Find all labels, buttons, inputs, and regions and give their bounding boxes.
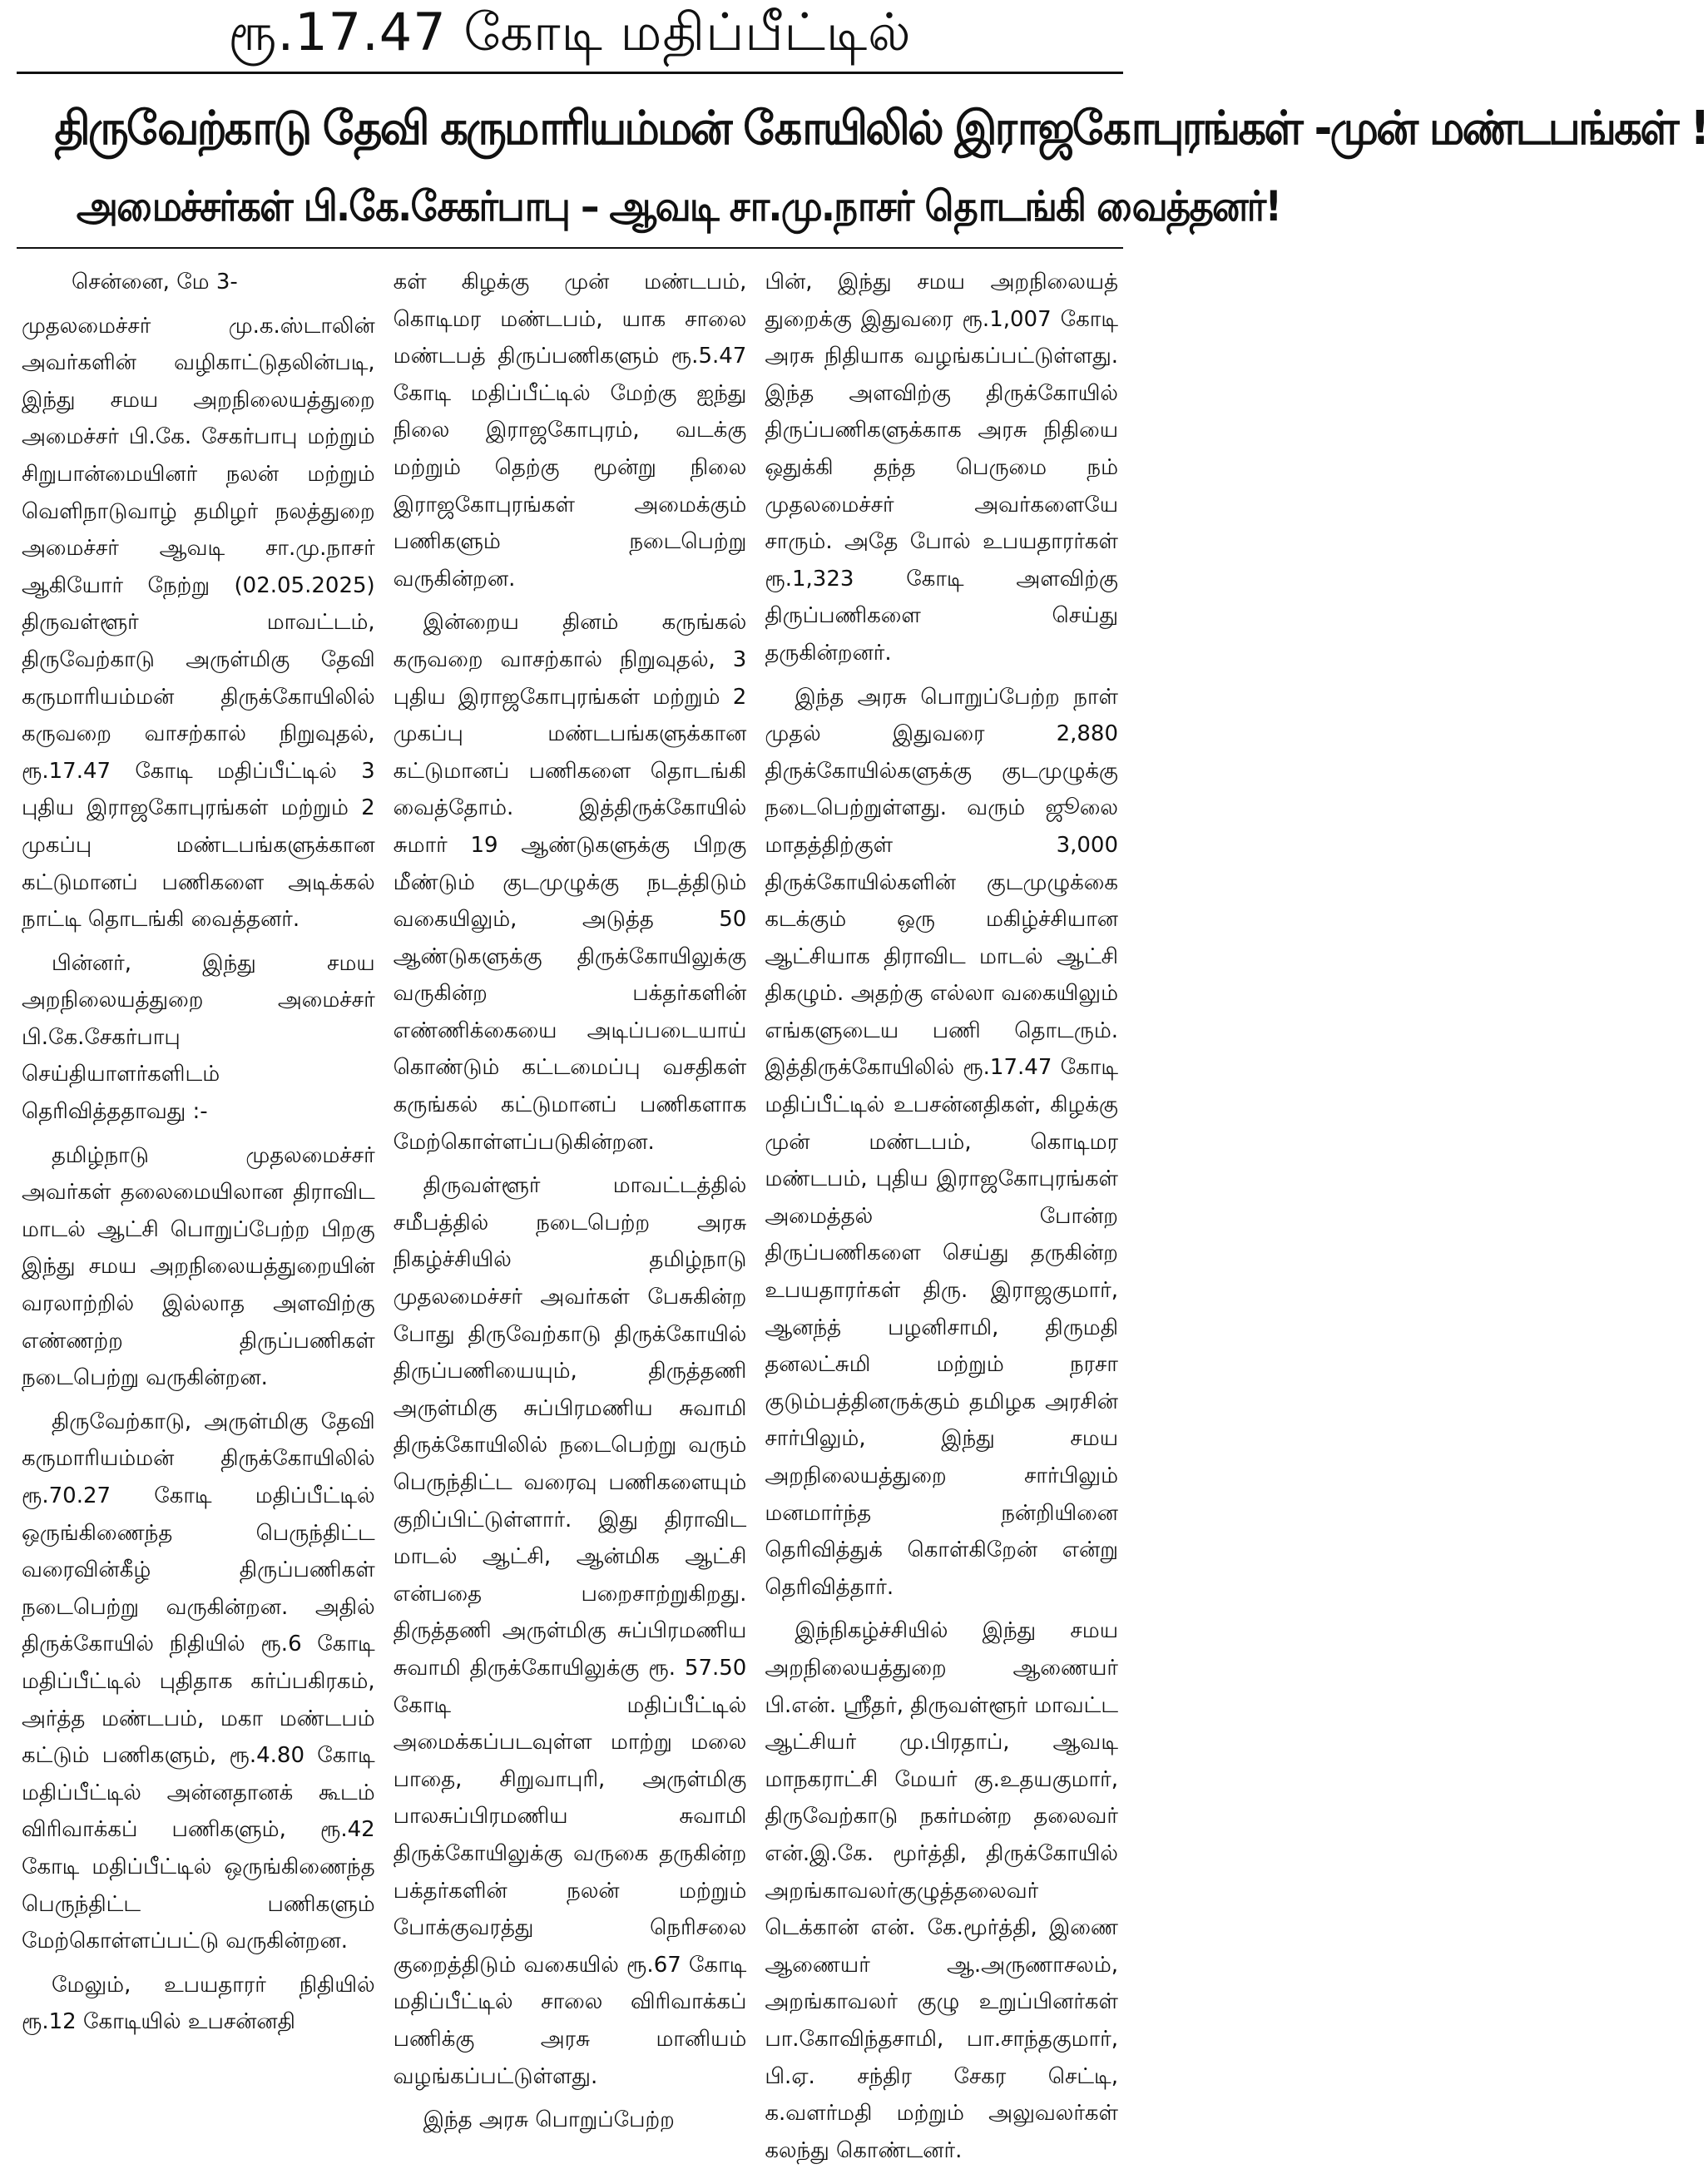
article-paragraph: இந்த அரசு பொறுப்பேற்ற — [423, 2107, 675, 2133]
kicker-text: ரூ.17.47 கோடி மதிப்பீட்டில் — [228, 2, 912, 62]
article-paragraph: தமிழ்நாடு முதலமைச்சர் அவர்கள் தலைமையிலான திராவிட மாடல் ஆட்சி பொறுப்பேற்ற பிறகு இந்து சமய அறநிலையத்துறையின் வரலாற்றில் இல்லாத அளவிற்கு எண்ணற்ற திருப்பணிகள் நடைபெற்று வருகின்றன. — [22, 1142, 375, 1391]
kicker-banner — [17, 0, 1123, 74]
header-rule — [17, 247, 1123, 249]
article-paragraph: முதலமைச்சர் மு.க.ஸ்டாலின் அவர்களின் வழிகாட்டுதலின்படி, இந்து சமய அறநிலையத்துறை அமைச்சர் பி.கே. சேகர்பாபு மற்றும் சிறுபான்மையினர் நலன் மற்றும் வெளிநாடுவாழ் தமிழர் நலத்துறை அமைச்சர் ஆவடி சா.மு.நாசர் ஆகியோர் நேற்று (02.05.2025) திருவள்ளூர் மாவட்டம், திருவேற்காடு அருள்மிகு தேவி கருமாரியம்மன் திருக்கோயிலில் கருவறை வாசற்கால் நிறுவுதல், ரூ.17.47 கோடி மதிப்பீட்டில் 3 புதிய இராஜகோபுரங்கள் மற்றும் 2 முகப்பு மண்டபங்களுக்கான கட்டுமானப் பணிகளை அடிக்கல் நாட்டி தொடங்கி வைத்தனர். — [22, 313, 375, 933]
article-column-1 — [22, 264, 375, 2102]
article-paragraph: கள் கிழக்கு முன் மண்டபம், கொடிமர மண்டபம், யாக சாலை மண்டபத் திருப்பணிகளும் ரூ.5.47 கோடி மதிப்பீட்டில் மேற்கு ஐந்து நிலை இராஜகோபுரம், வடக்கு மற்றும் தெற்கு மூன்று நிலை இராஜகோபுரங்கள் அமைக்கும் பணிகளும் நடைபெற்று வருகின்றன. — [393, 270, 747, 592]
headline: திருவேற்காடு தேவி கருமாரியம்மன் கோயிலில் இராஜகோபுரங்கள் -முன் மண்டபங்கள் ! — [54, 102, 1708, 156]
article-paragraph: பின், இந்து சமய அறநிலையத் துறைக்கு இதுவரை ரூ.1,007 கோடி அரசு நிதியாக வழங்கப்பட்டுள்ளது. இந்த அளவிற்கு திருக்கோயில் திருப்பணிகளுக்காக அரசு நிதியை ஒதுக்கி தந்த பெருமை நம் முதலமைச்சர் அவர்களையே சாரும். அதே போல் உபயதாரர்கள் ரூ.1,323 கோடி அளவிற்கு திருப்பணிகளை செய்து தருகின்றனர். — [765, 270, 1119, 666]
article-paragraph: பின்னர், இந்து சமய அறநிலையத்துறை அமைச்சர் பி.கே.சேகர்பாபு செய்தியாளர்களிடம் தெரிவித்ததாவது :- — [22, 950, 375, 1125]
dateline: சென்னை, மே 3- — [72, 270, 238, 295]
subheadline: அமைச்சர்கள் பி.கே.சேகர்பாபு – ஆவடி சா.மு.நாசர் தொடங்கி வைத்தனர்! — [76, 182, 1281, 230]
article-paragraph: திருவேற்காடு, அருள்மிகு தேவி கருமாரியம்மன் திருக்கோயிலில் ரூ.70.27 கோடி மதிப்பீட்டில் ஒருங்கிணைந்த பெருந்திட்ட வரைவின்கீழ் திருப்பணிகள் நடைபெற்று வருகின்றன. அதில் திருக்கோயில் நிதியில் ரூ.6 கோடி மதிப்பீட்டில் புதிதாக கர்ப்பகிரகம், அர்த்த மண்டபம், மகா மண்டபம் கட்டும் பணிகளும், ரூ.4.80 கோடி மதிப்பீட்டில் அன்னதானக் கூடம் விரிவாக்கப் பணிகளும், ரூ.42 கோடி மதிப்பீட்டில் ஒருங்கிணைந்த பெருந்திட்ட பணிகளும் மேற்கொள்ளப்பட்டு வருகின்றன. — [22, 1409, 375, 1954]
article-paragraph: மேலும், உபயதாரர் நிதியில் ரூ.12 கோடியில் உபசன்னதி — [22, 1972, 375, 2035]
article-column-3 — [765, 264, 1119, 2163]
article-column-2 — [393, 264, 747, 2133]
article-paragraph: இன்றைய தினம் கருங்கல் கருவறை வாசற்கால் நிறுவுதல், 3 புதிய இராஜகோபுரங்கள் மற்றும் 2 முகப்பு மண்டபங்களுக்கான கட்டுமானப் பணிகளை தொடங்கி வைத்தோம். இத்திருக்கோயில் சுமார் 19 ஆண்டுகளுக்கு பிறகு மீண்டும் குடமுழுக்கு நடத்திடும் வகையிலும், அடுத்த 50 ஆண்டுகளுக்கு திருக்கோயிலுக்கு வருகின்ற பக்தர்களின் எண்ணிக்கையை அடிப்படையாய் கொண்டும் கட்டமைப்பு வசதிகள் கருங்கல் கட்டுமானப் பணிகளாக மேற்கொள்ளப்படுகின்றன. — [393, 610, 747, 1155]
article-paragraph: இந்த அரசு பொறுப்பேற்ற நாள் முதல் இதுவரை 2,880 திருக்கோயில்களுக்கு குடமுழுக்கு நடைபெற்றுள்ளது. வரும் ஜூலை மாதத்திற்குள் 3,000 திருக்கோயில்களின் குடமுழுக்கை கடக்கும் ஒரு மகிழ்ச்சியான ஆட்சியாக திராவிட மாடல் ஆட்சி திகழும். அதற்கு எல்லா வகையிலும் எங்களுடைய பணி தொடரும். இத்திருக்கோயிலில் ரூ.17.47 கோடி மதிப்பீட்டில் உபசன்னதிகள், கிழக்கு முன் மண்டபம், கொடிமர மண்டபம், புதிய இராஜகோபுரங்கள் அமைத்தல் போன்ற திருப்பணிகளை செய்து தருகின்ற உபயதாரர்கள் திரு. இராஜகுமார், ஆனந்த் பழனிசாமி, திருமதி தனலட்சுமி மற்றும் நரசா குடும்பத்தினருக்கும் தமிழக அரசின் சார்பிலும், இந்து சமய அறநிலையத்துறை சார்பிலும் மனமார்ந்த நன்றியினை தெரிவித்துக் கொள்கிறேன் என்று தெரிவித்தார். — [765, 684, 1119, 1600]
article-body — [22, 264, 1119, 2163]
article-paragraph: திருவள்ளூர் மாவட்டத்தில் சமீபத்தில் நடைபெற்ற அரசு நிகழ்ச்சியில் தமிழ்நாடு முதலமைச்சர் அவர்கள் பேசுகின்ற போது திருவேற்காடு திருக்கோயில் திருப்பணியையும், திருத்தணி அருள்மிகு சுப்பிரமணிய சுவாமி திருக்கோயிலில் நடைபெற்று வரும் பெருந்திட்ட வரைவு பணிகளையும் குறிப்பிட்டுள்ளார். இது திராவிட மாடல் ஆட்சி, ஆன்மிக ஆட்சி என்பதை பறைசாற்றுகிறது. திருத்தணி அருள்மிகு சுப்பிரமணிய சுவாமி திருக்கோயிலுக்கு ரூ. 57.50 கோடி மதிப்பீட்டில் அமைக்கப்படவுள்ள மாற்று மலை பாதை, சிறுவாபுரி, அருள்மிகு பாலசுப்பிரமணிய சுவாமி திருக்கோயிலுக்கு வருகை தருகின்ற பக்தர்களின் நலன் மற்றும் போக்குவரத்து நெரிசலை குறைத்திடும் வகையில் ரூ.67 கோடி மதிப்பீட்டில் சாலை விரிவாக்கப் பணிக்கு அரசு மானியம் வழங்கப்பட்டுள்ளது. — [393, 1173, 747, 2089]
article-paragraph: இந்நிகழ்ச்சியில் இந்து சமய அறநிலையத்துறை ஆணையர் பி.என். ஸ்ரீதர், திருவள்ளூர் மாவட்ட ஆட்சியர் மு.பிரதாப், ஆவடி மாநகராட்சி மேயர் கு.உதயகுமார், திருவேற்காடு நகர்மன்ற தலைவர் என்.இ.கே. மூர்த்தி, திருக்கோயில் அறங்காவலர்குழுத்தலைவர் டெக்கான் என். கே.மூர்த்தி, இணை ஆணையர் ஆ.அருணாசலம், அறங்காவலர் குழு உறுப்பினர்கள் பா.கோவிந்தசாமி, பா.சாந்தகுமார், பி.ஏ. சந்திர சேகர செட்டி, க.வளர்மதி மற்றும் அலுவலர்கள் கலந்து கொண்டனர். — [765, 1618, 1119, 2163]
